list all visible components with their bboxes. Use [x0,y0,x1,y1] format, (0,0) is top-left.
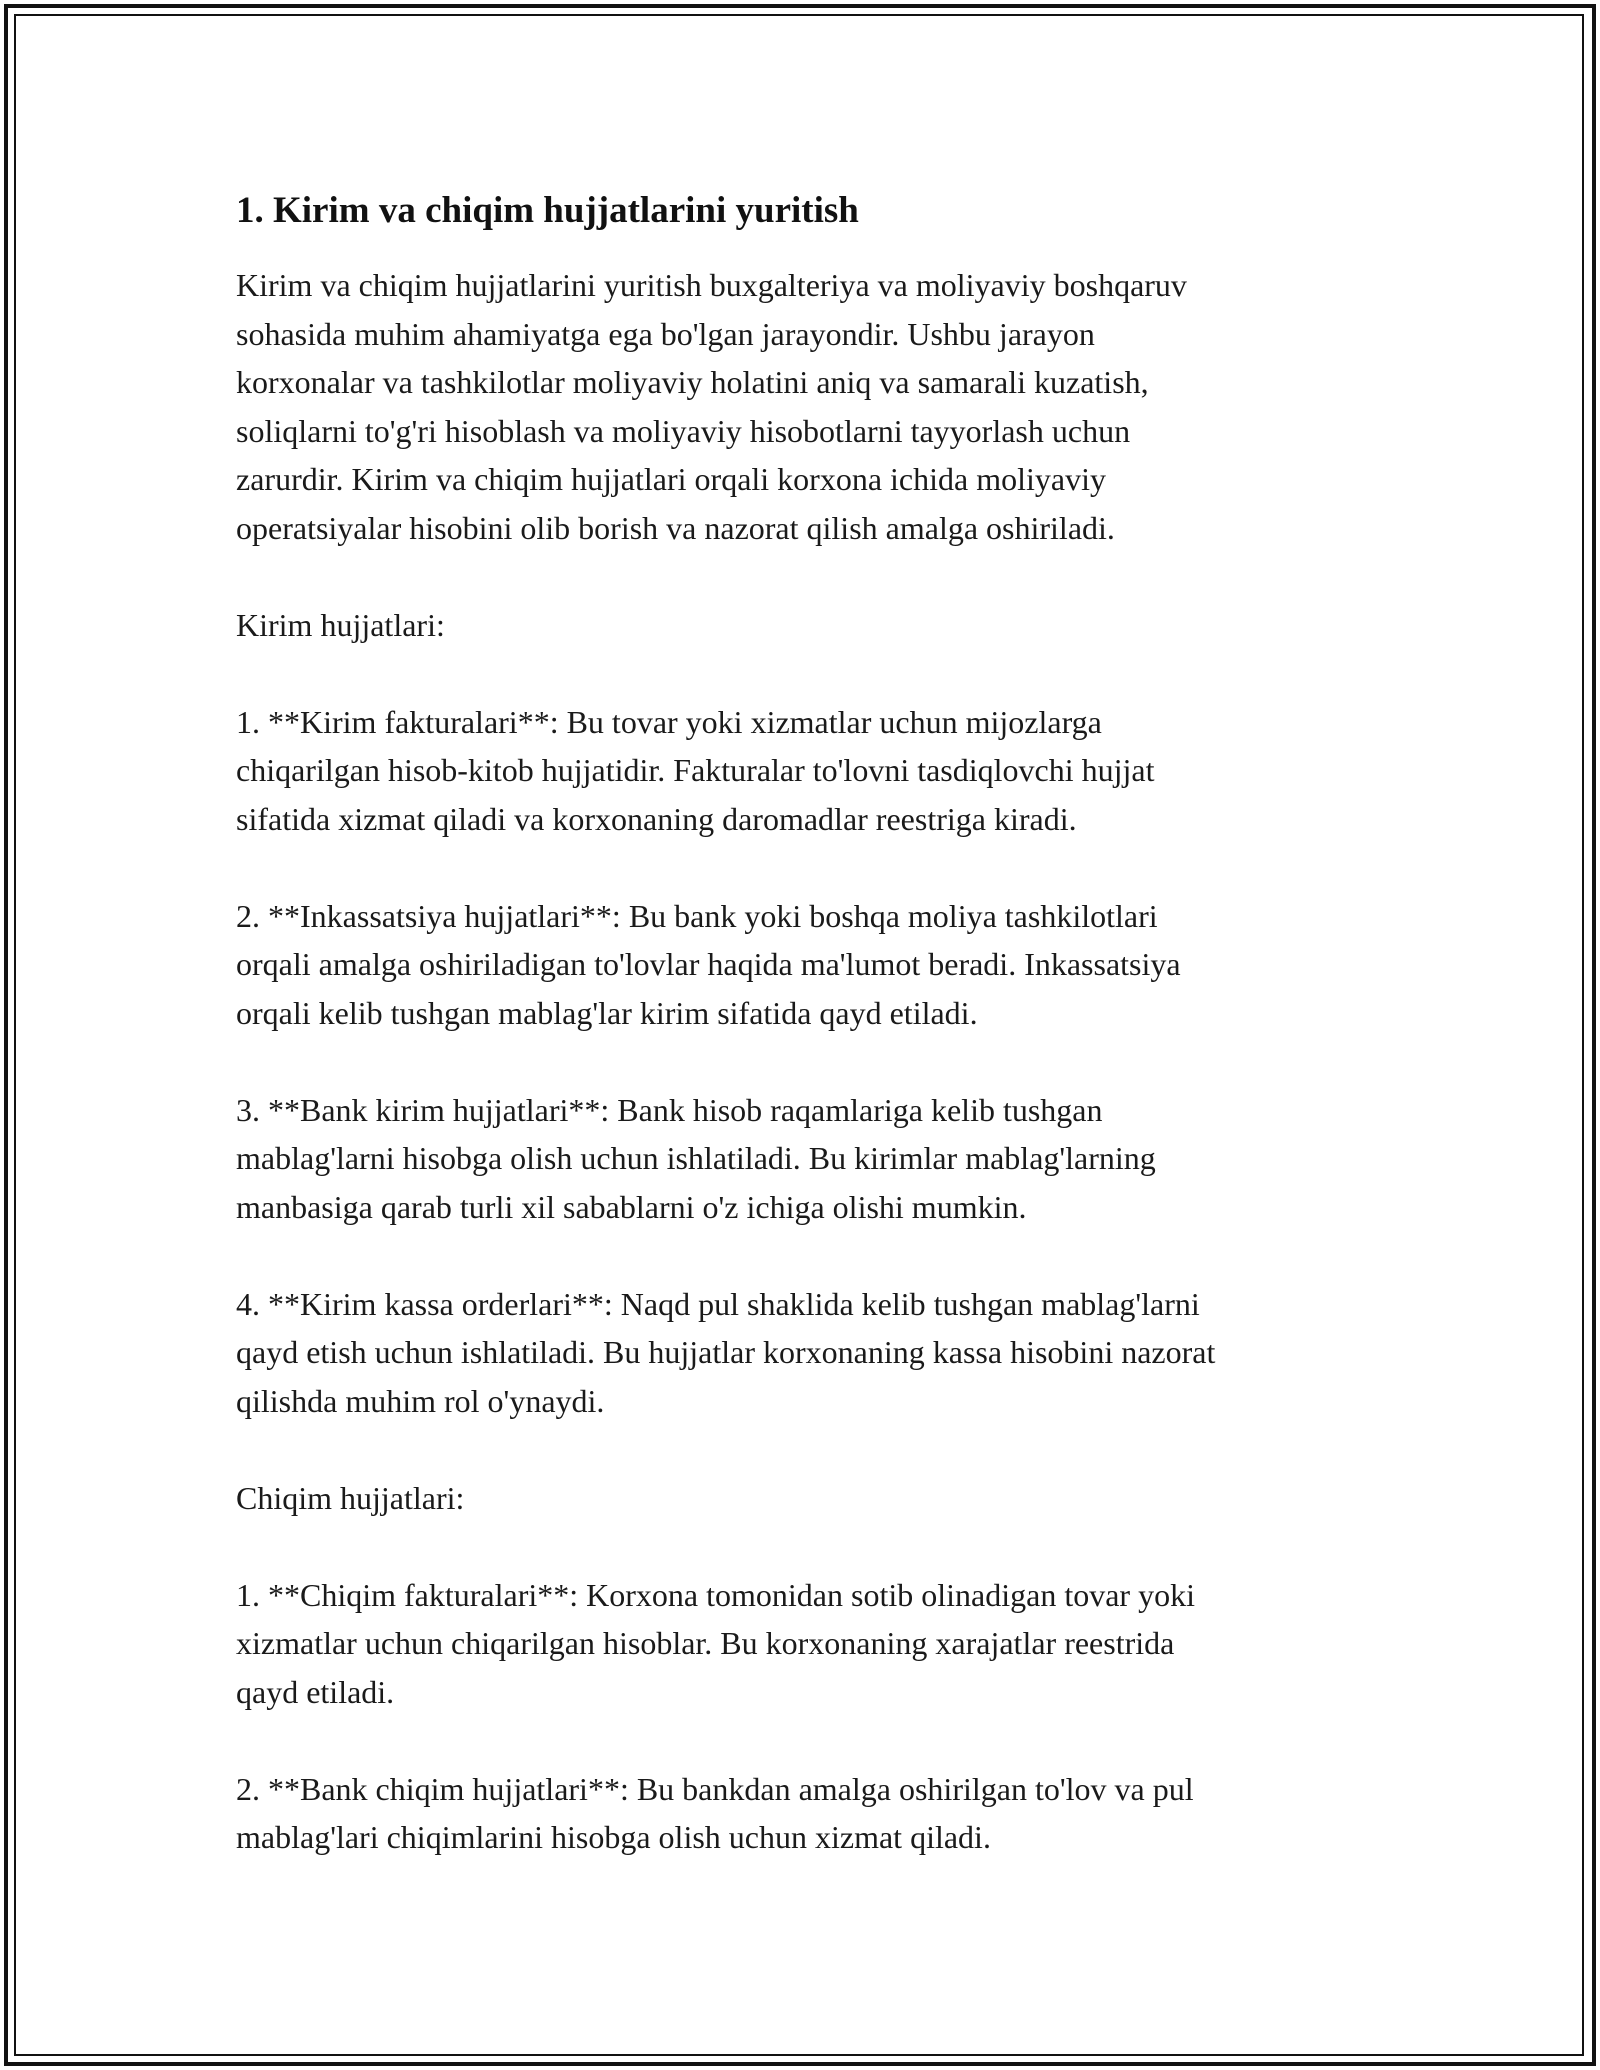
list-item-kirim-3: 3. **Bank kirim hujjatlari**: Bank hisob raqamlariga kelib tushgan mablag'larni hisobga olish uchun ishlatiladi. Bu kirimlar mablag'larning manbasiga qarab turli xil sabablarni o'z ichiga olishi mumkin. [236,1091,1156,1225]
list-item-kirim-4: 4. **Kirim kassa orderlari**: Naqd pul shaklida kelib tushgan mablag'larni qayd etish uchun ishlatiladi. Bu hujjatlar korxonaning kassa hisobini nazorat qilishda muhim rol o'ynaydi. [236,1285,1216,1419]
section-heading-chiqim: Chiqim hujjatlari: [236,1479,465,1516]
intro-paragraph: Kirim va chiqim hujjatlarini yuritish buxgalteriya va moliyaviy boshqaruv sohasida muhim ahamiyatga ega bo'lgan jarayondir. Ushbu jarayon korxonalar va tashkilotlar moliyaviy holatini aniq va samarali kuzatish, soliqlarni to'g'ri hisoblash va moliyaviy hisobotlarni tayyorlash uchun zarurdir. Kirim va chiqim hujjatlari orqali korxona ichida moliyaviy operatsiyalar hisobini olib borish va nazorat qilish amalga oshiriladi. [236,267,1187,546]
section-heading-kirim: Kirim hujjatlari: [236,606,445,643]
list-item-chiqim-2: 2. **Bank chiqim hujjatlari**: Bu bankdan amalga oshirilgan to'lov va pul mablag'lari chiqimlarini hisobga olish uchun xizmat qiladi. [236,1770,1194,1855]
list-item-kirim-2: 2. **Inkassatsiya hujjatlari**: Bu bank yoki boshqa moliya tashkilotlari orqali amalga oshiriladigan to'lovlar haqida ma'lumot beradi. Inkassatsiya orqali kelib tushgan mablag'lar kirim sifatida qayd etiladi. [236,897,1181,1031]
document-title: 1. Kirim va chiqim hujjatlarini yuritish [236,190,859,231]
document-body [236,185,1366,1910]
list-item-chiqim-1: 1. **Chiqim fakturalari**: Korxona tomonidan sotib olinadigan tovar yoki xizmatlar uchun chiqarilgan hisoblar. Bu korxonaning xarajatlar reestrida qayd etiladi. [236,1576,1195,1710]
list-item-kirim-1: 1. **Kirim fakturalari**: Bu tovar yoki xizmatlar uchun mijozlarga chiqarilgan hisob-kitob hujjatidir. Fakturalar to'lovni tasdiqlovchi hujjat sifatida xizmat qiladi va korxonaning daromadlar reestriga kiradi. [236,703,1155,837]
